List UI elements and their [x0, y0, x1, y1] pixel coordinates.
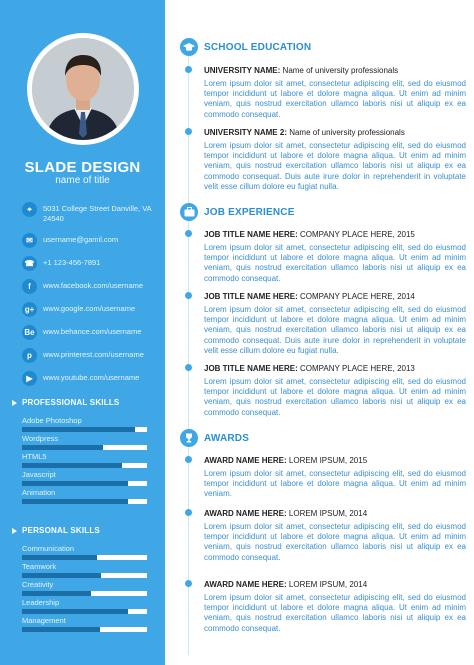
skill-label: Javascript — [22, 470, 56, 479]
skill-item — [22, 544, 147, 562]
timeline-dot — [185, 364, 192, 371]
entry-label: JOB TITLE NAME HERE: — [204, 292, 298, 301]
entry-heading — [204, 292, 470, 302]
skill-bar — [22, 609, 147, 614]
entry-heading — [204, 66, 470, 76]
entry-label: AWARD NAME HERE: — [204, 509, 287, 518]
entry-description: Lorem ipsum dolor sit amet, consectetur adipiscing elit, sed do eiusmod tempor incididunt ut labore et dolore magna aliqua. Ut enim ad minim veniam, quis nostrud exercitation ullamco laboris nisi ut aliquip ex ea commodo consequat. — [204, 243, 466, 283]
contact-item[interactable] — [0, 279, 165, 302]
contact-text: username@gamil.com — [43, 235, 119, 244]
skill-bar-fill — [22, 481, 128, 486]
entry-value: COMPANY PLACE HERE, 2014 — [297, 292, 415, 301]
skill-bar-fill — [22, 591, 91, 596]
facebook-icon: f — [22, 279, 37, 294]
timeline-entry — [180, 364, 470, 418]
main-content — [165, 0, 474, 665]
skill-bar — [22, 445, 147, 450]
youtube-icon: ▶ — [22, 371, 37, 386]
entry-value: COMPANY PLACE HERE, 2013 — [297, 364, 415, 373]
timeline-entry — [180, 66, 470, 120]
skill-bar — [22, 427, 147, 432]
personal-skills-list — [22, 544, 147, 634]
experience-heading — [180, 203, 295, 221]
education-title: SCHOOL EDUCATION — [204, 41, 312, 53]
entry-description: Lorem ipsum dolor sit amet, consectetur adipiscing elit, sed do eiusmod tempor incididunt ut labore et dolore magna aliqua. Ut enim ad minim veniam, quis nostrud exercitation ullamco laboris nisi ut aliquip ex ea commodo consequat. — [204, 593, 466, 633]
contact-item[interactable] — [0, 348, 165, 371]
contact-item[interactable] — [0, 371, 165, 394]
trophy-icon — [180, 429, 198, 447]
google-plus-icon: g+ — [22, 302, 37, 317]
candidate-title: name of title — [55, 175, 110, 186]
timeline-dot — [185, 509, 192, 516]
skill-label: Communication — [22, 544, 75, 553]
skill-label: HTML5 — [22, 452, 47, 461]
skill-label: Adobe Photoshop — [22, 416, 82, 425]
entry-value: Name of university professionals — [280, 66, 399, 75]
timeline-entry — [180, 230, 470, 284]
timeline-entry — [180, 292, 470, 356]
skill-bar — [22, 555, 147, 560]
entry-label: UNIVERSITY NAME: — [204, 66, 281, 75]
education-heading — [180, 38, 311, 56]
entry-value: COMPANY PLACE HERE, 2015 — [297, 230, 415, 239]
pinterest-icon: p — [22, 348, 37, 363]
skill-bar-fill — [22, 609, 128, 614]
entry-heading — [204, 230, 470, 240]
contact-item[interactable] — [0, 233, 165, 256]
profile-photo — [32, 38, 134, 140]
entry-description: Lorem ipsum dolor sit amet, consectetur adipiscing elit, sed do eiusmod tempor incididunt ut labore et dolore magna aliqua. Ut enim ad minim veniam, quis nostrud exercitation ullamco laboris nisi ut aliquip ex ea commodo consequat. Duis aute irure dolor in reprehenderit in voluptate velit esse cillum dolore eu fugiat nulla. — [204, 305, 466, 355]
phone-icon: ☎ — [22, 256, 37, 271]
triangle-bullet-icon — [12, 528, 17, 534]
professional-skills-heading — [12, 398, 119, 407]
entry-description: Lorem ipsum dolor sit amet, consectetur adipiscing elit, sed do eiusmod tempor incididunt ut labore et dolore magna aliqua. Ut enim ad minim veniam, quis nostrud exercitation ullamco laboris nisi ut aliquip ex ea commodo consequat. — [204, 79, 466, 119]
skill-item — [22, 562, 147, 580]
timeline-dot — [185, 292, 192, 299]
experience-title: JOB EXPERIENCE — [204, 206, 295, 218]
timeline-entry — [180, 456, 470, 500]
timeline-dot — [185, 456, 192, 463]
skill-bar — [22, 463, 147, 468]
email-icon: ✉ — [22, 233, 37, 248]
entry-label: JOB TITLE NAME HERE: — [204, 230, 298, 239]
skill-item — [22, 616, 147, 634]
skill-label: Animation — [22, 488, 56, 497]
entry-value: Name of university professionals — [286, 128, 405, 137]
timeline-dot — [185, 128, 192, 135]
skill-bar — [22, 481, 147, 486]
entry-heading — [204, 364, 470, 374]
skill-bar-fill — [22, 627, 100, 632]
contact-item[interactable] — [0, 325, 165, 348]
skill-label: Leadership — [22, 598, 60, 607]
contact-text: www.facebook.com/username — [43, 281, 144, 290]
contact-text: www.printerest.com/username — [43, 350, 144, 359]
skill-item — [22, 470, 147, 488]
candidate-name: SLADE DESIGN — [24, 159, 141, 176]
skill-bar — [22, 627, 147, 632]
skill-label: Teamwork — [22, 562, 57, 571]
entry-heading — [204, 128, 470, 138]
sidebar — [0, 0, 165, 665]
entry-value: LOREM IPSUM, 2015 — [286, 456, 368, 465]
skill-bar-fill — [22, 463, 122, 468]
contact-text: www.youtube.com/username — [43, 373, 140, 382]
profile-photo-frame — [27, 33, 139, 145]
timeline-dot — [185, 230, 192, 237]
personal-skills-title: PERSONAL SKILLS — [22, 526, 100, 535]
skill-bar-fill — [22, 499, 128, 504]
timeline-entry — [180, 509, 470, 563]
skill-item — [22, 488, 147, 506]
skill-item — [22, 598, 147, 616]
entry-label: AWARD NAME HERE: — [204, 456, 287, 465]
timeline-entry — [180, 580, 470, 634]
skill-bar — [22, 499, 147, 504]
skill-bar-fill — [22, 573, 101, 578]
professional-skills-list — [22, 416, 147, 506]
contact-text: www.behance.com/username — [43, 327, 142, 336]
behance-icon: Be — [22, 325, 37, 340]
skill-bar-fill — [22, 445, 103, 450]
entry-label: JOB TITLE NAME HERE: — [204, 364, 298, 373]
entry-heading — [204, 509, 470, 519]
skill-item — [22, 580, 147, 598]
entry-description: Lorem ipsum dolor sit amet, consectetur adipiscing elit, sed do eiusmod tempor incididunt ut labore et dolore magna aliqua. Ut enim ad minim veniam, quis nostrud exercitation ullamco laboris nisi ut aliquip ex ea commodo consequat. Duis aute irure dolor in reprehenderit in voluptate velit esse cillum dolore eu fugiat nulla. — [204, 141, 466, 191]
skill-item — [22, 416, 147, 434]
timeline-entry — [180, 128, 470, 192]
entry-heading — [204, 456, 470, 466]
entry-label: UNIVERSITY NAME 2: — [204, 128, 287, 137]
skill-item — [22, 452, 147, 470]
skill-bar-fill — [22, 427, 135, 432]
professional-skills-title: PROFESSIONAL SKILLS — [22, 398, 120, 407]
contact-list — [0, 202, 165, 394]
skill-label: Management — [22, 616, 66, 625]
skill-bar — [22, 573, 147, 578]
contact-text: 5031 College Street Danville, VA 24540 — [43, 204, 152, 223]
personal-skills-heading — [12, 526, 100, 535]
awards-title: AWARDS — [204, 432, 250, 444]
skill-bar-fill — [22, 555, 97, 560]
contact-item[interactable] — [0, 302, 165, 325]
entry-description: Lorem ipsum dolor sit amet, consectetur adipiscing elit, sed do eiusmod tempor incididunt ut labore et dolore magna aliqua. Ut enim ad minim veniam, quis nostrud exercitation ullamco laboris nisi ut aliquip ex ea commodo consequat. — [204, 377, 466, 417]
entry-description: Lorem ipsum dolor sit amet, consectetur adipiscing elit, sed do eiusmod tempor incididunt ut labore et dolore magna aliqua. Ut enim ad minim veniam. — [204, 469, 466, 499]
briefcase-icon — [180, 203, 198, 221]
timeline-dot — [185, 580, 192, 587]
contact-text: +1 123-456-7891 — [43, 258, 101, 267]
entry-heading — [204, 580, 470, 590]
person-portrait-icon — [32, 38, 134, 140]
skill-bar — [22, 591, 147, 596]
entry-value: LOREM IPSUM, 2014 — [286, 509, 368, 518]
skill-item — [22, 434, 147, 452]
timeline-dot — [185, 66, 192, 73]
skill-label: Creativity — [22, 580, 54, 589]
contact-text: www.google.com/username — [43, 304, 136, 313]
awards-heading — [180, 429, 249, 447]
entry-description: Lorem ipsum dolor sit amet, consectetur adipiscing elit, sed do eiusmod tempor incididunt ut labore et dolore magna aliqua. Ut enim ad minim veniam, quis nostrud exercitation ullamco laboris nisi ut aliquip ex ea commodo consequat. — [204, 522, 466, 562]
graduation-cap-icon — [180, 38, 198, 56]
entry-value: LOREM IPSUM, 2014 — [286, 580, 368, 589]
contact-item — [0, 202, 165, 233]
map-pin-icon: ⌖ — [22, 202, 37, 217]
contact-item — [0, 256, 165, 279]
triangle-bullet-icon — [12, 400, 17, 406]
entry-label: AWARD NAME HERE: — [204, 580, 287, 589]
skill-label: Wordpress — [22, 434, 59, 443]
